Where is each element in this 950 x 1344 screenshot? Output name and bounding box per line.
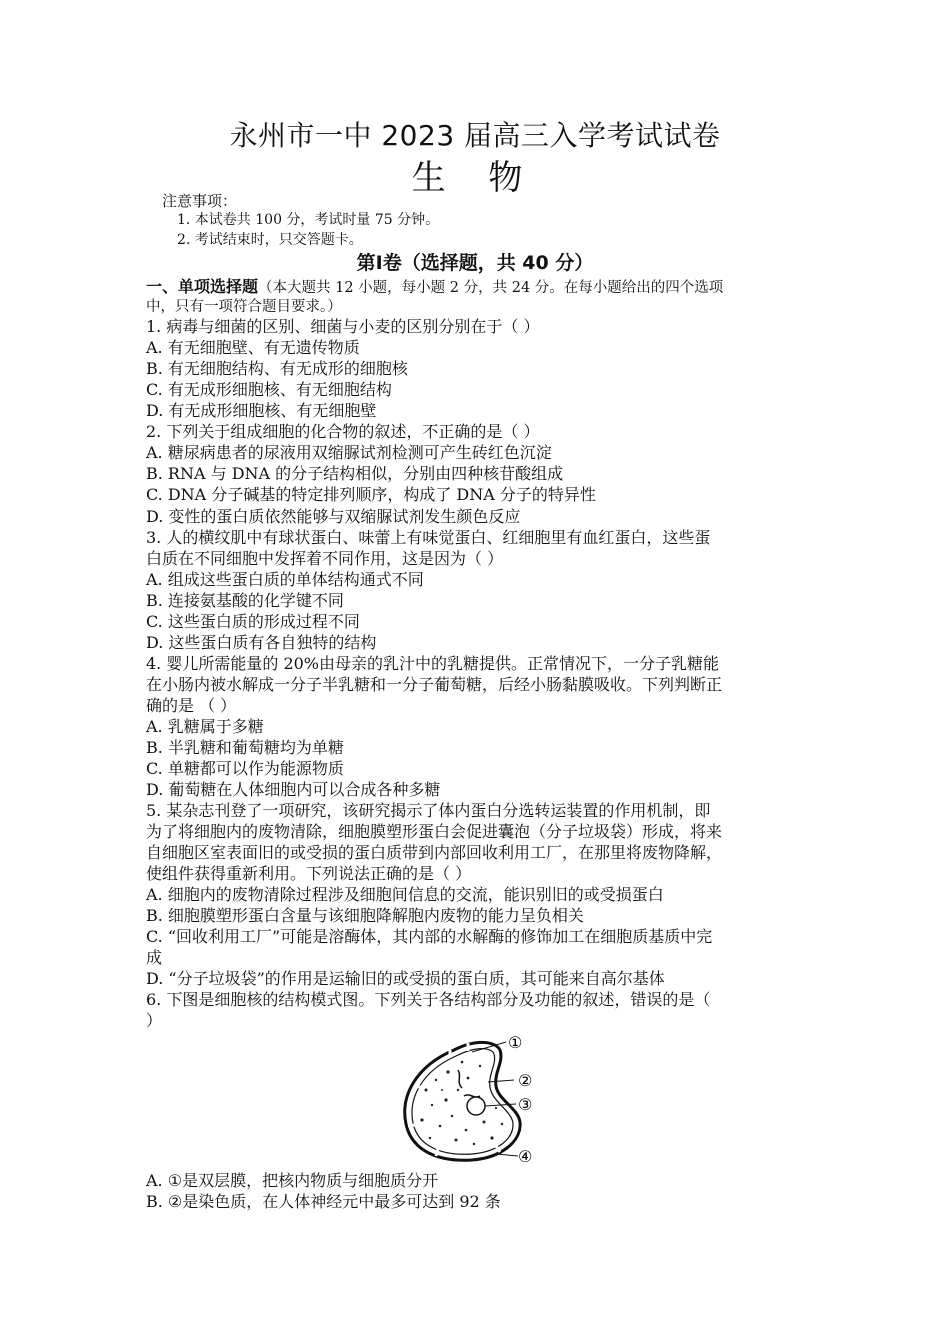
option-d: D. 变性的蛋白质依然能够与双缩脲试剂发生颜色反应 (146, 507, 521, 526)
question-stem-cont: 使组件获得重新利用。下列说法正确的是（ ） (146, 864, 472, 883)
note-item: 2. 考试结束时，只交答题卡。 (177, 232, 363, 248)
option-c-cont: 成 (146, 948, 163, 967)
question-stem-cont: 自细胞区室表面旧的或受损的蛋白质带到内部回收利用工厂，在那里将废物降解， (146, 843, 723, 862)
option-b: B. 连接氨基酸的化学键不同 (146, 591, 344, 610)
exam-title: 永州市一中 2023 届高三入学考试试卷 (229, 119, 721, 152)
part-heading (146, 277, 723, 298)
option-a: A. 乳糖属于多糖 (146, 717, 264, 736)
part-label: 一、单项选择题 (146, 277, 259, 296)
option-c: C. DNA 分子碱基的特定排列顺序，构成了 DNA 分子的特异性 (146, 485, 596, 504)
option-c: C. 有无成形细胞核、有无细胞结构 (146, 380, 392, 399)
question-stem: 3. 人的横纹肌中有球状蛋白、味蕾上有味觉蛋白、红细胞里有血红蛋白，这些蛋 (146, 528, 711, 547)
question-stem-cont: 白质在不同细胞中发挥着不同作用，这是因为（ ） (146, 549, 504, 568)
option-a: A. 细胞内的废物清除过程涉及细胞间信息的交流，能识别旧的或受损蛋白 (146, 885, 664, 904)
option-d: D. “分子垃圾袋”的作用是运输旧的或受损的蛋白质，其可能来自高尔基体 (146, 969, 665, 988)
option-a: A. 组成这些蛋白质的单体结构通式不同 (146, 570, 424, 589)
figure-label-3: ③ (518, 1095, 533, 1114)
section-title: 第Ⅰ卷（选择题，共 40 分） (356, 252, 594, 274)
part-intro-cont: 中，只有一项符合题目要求。） (146, 299, 342, 315)
chromatin-strand (458, 1070, 480, 1097)
question-stem: 6. 下图是细胞核的结构模式图。下列关于各结构部分及功能的叙述，错误的是（ (146, 990, 711, 1009)
question-stem-cont: 为了将细胞内的废物清除，细胞膜塑形蛋白会促进囊泡（分子垃圾袋）形成，将来 (146, 822, 723, 841)
nuclear-envelope (405, 1042, 520, 1160)
option-b: B. 有无细胞结构、有无成形的细胞核 (146, 359, 408, 378)
option-b: B. RNA 与 DNA 的分子结构相似，分别由四种核苷酸组成 (146, 464, 564, 483)
nucleolus (467, 1097, 485, 1115)
question-stem: 4. 婴儿所需能量的 20%由母亲的乳汁中的乳糖提供。正常情况下，一分子乳糖能 (146, 654, 720, 673)
notes-heading: 注意事项： (162, 192, 238, 210)
option-a: A. ①是双层膜，把核内物质与细胞质分开 (146, 1171, 439, 1190)
option-c: C. 单糖都可以作为能源物质 (146, 759, 344, 778)
option-c: C. “回收利用工厂”可能是溶酶体，其内部的水解酶的修饰加工在细胞质基质中完 (146, 927, 713, 946)
option-a: A. 糖尿病患者的尿液用双缩脲试剂检测可产生砖红色沉淀 (146, 443, 552, 462)
question-stem-cont: 在小肠内被水解成一分子半乳糖和一分子葡萄糖，后经小肠黏膜吸收。下列判断正 (146, 675, 723, 694)
note-item: 1. 本试卷共 100 分，考试时量 75 分钟。 (177, 212, 440, 228)
subject-title: 生 物 (411, 158, 539, 198)
option-d: D. 有无成形细胞核、有无细胞壁 (146, 401, 377, 420)
question-stem: 1. 病毒与细菌的区别、细菌与小麦的区别分别在于（ ） (146, 317, 540, 336)
option-c: C. 这些蛋白质的形成过程不同 (146, 612, 360, 631)
option-d: D. 这些蛋白质有各自独特的结构 (146, 633, 377, 652)
figure-label-2: ② (518, 1071, 533, 1090)
option-d: D. 葡萄糖在人体细胞内可以合成各种多糖 (146, 780, 441, 799)
option-b: B. 半乳糖和葡萄糖均为单糖 (146, 738, 344, 757)
nucleus-diagram (396, 1030, 556, 1170)
question-stem-cont: 确的是 （ ） (146, 696, 237, 715)
part-intro: （本大题共 12 小题，每小题 2 分，共 24 分。在每小题给出的四个选项 (258, 280, 724, 296)
option-a: A. 有无细胞壁、有无遗传物质 (146, 338, 360, 357)
option-b: B. 细胞膜塑形蛋白含量与该细胞降解胞内废物的能力呈负相关 (146, 906, 584, 925)
question-stem: 5. 某杂志刊登了一项研究，该研究揭示了体内蛋白分选转运装置的作用机制，即 (146, 801, 711, 820)
question-stem: 2. 下列关于组成细胞的化合物的叙述，不正确的是（ ） (146, 422, 540, 441)
figure-label-4: ④ (518, 1147, 533, 1166)
question-stem-cont: ） (146, 1011, 163, 1030)
figure-label-1: ① (508, 1033, 523, 1052)
nuclear-pores (408, 1043, 500, 1156)
option-b: B. ②是染色质，在人体神经元中最多可达到 92 条 (146, 1192, 501, 1211)
